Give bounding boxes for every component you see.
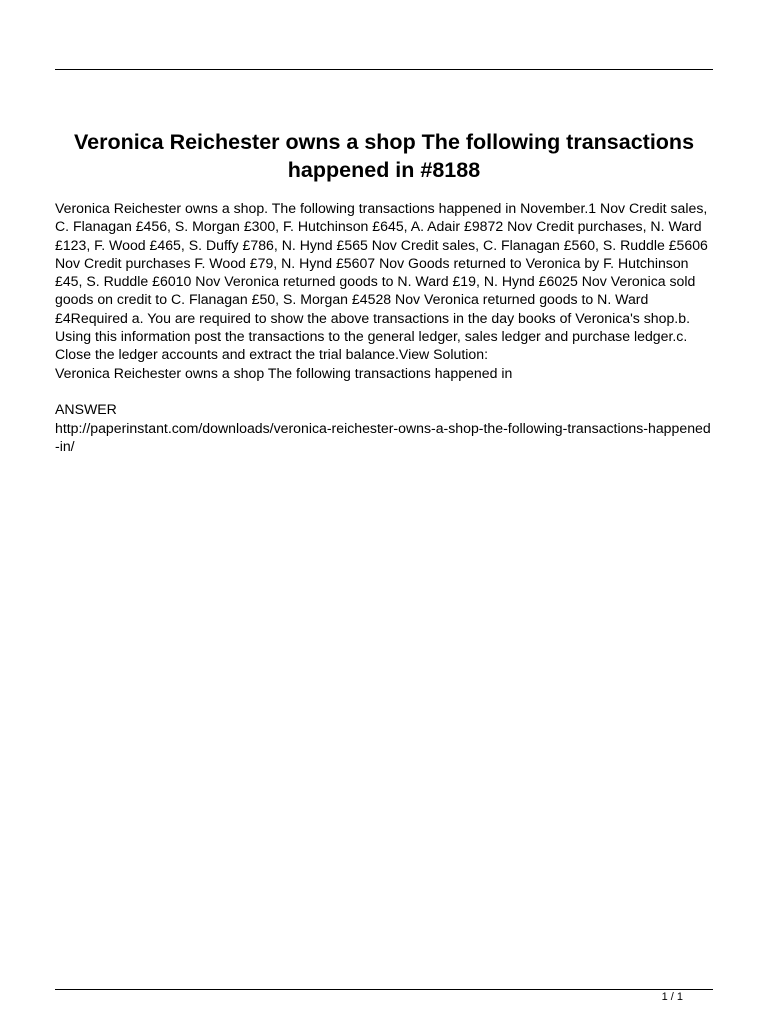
document-body — [55, 199, 715, 455]
summary-line: Veronica Reichester owns a shop The following transactions happened in — [55, 364, 513, 381]
transactions-paragraph: Veronica Reichester owns a shop. The following transactions happened in November.1 Nov Credit sales, C. Flanagan £456, S. Morgan £300, F. Hutchinson £645, A. Adair £9872 Nov Credit purchases, N. Ward £123, F. Wood £465, S. Duffy £786, N. Hynd £565 Nov Credit sales, C. Flanagan £560, S. Ruddle £5606 Nov Credit purchases F. Wood £79, N. Hynd £5607 Nov Goods returned to Veronica by F. Hutchinson £45, S. Ruddle £6010 Nov Veronica returned goods to N. Ward £19, N. Hynd £6025 Nov Veronica sold goods on credit to C. Flanagan £50, S. Morgan £4528 Nov Veronica returned goods to N. Ward £4Required a. You are required to show the above transactions in the day books of Veronica's shop.b. Using this information post the transactions to the general ledger, sales ledger and purchase ledger.c. Close the ledger accounts and extract the trial balance.View Solution: — [55, 200, 708, 363]
header-rule — [55, 69, 713, 70]
page-number: 1 / 1 — [661, 991, 683, 1003]
paragraph-spacer — [55, 382, 715, 400]
footer-rule — [55, 989, 713, 990]
answer-label: ANSWER — [55, 401, 117, 418]
answer-link[interactable]: http://paperinstant.com/downloads/veronica-reichester-owns-a-shop-the-following-transactions-happened-in/ — [55, 419, 711, 454]
document-title: Veronica Reichester owns a shop The following transactions happened in #8188 — [73, 130, 695, 182]
